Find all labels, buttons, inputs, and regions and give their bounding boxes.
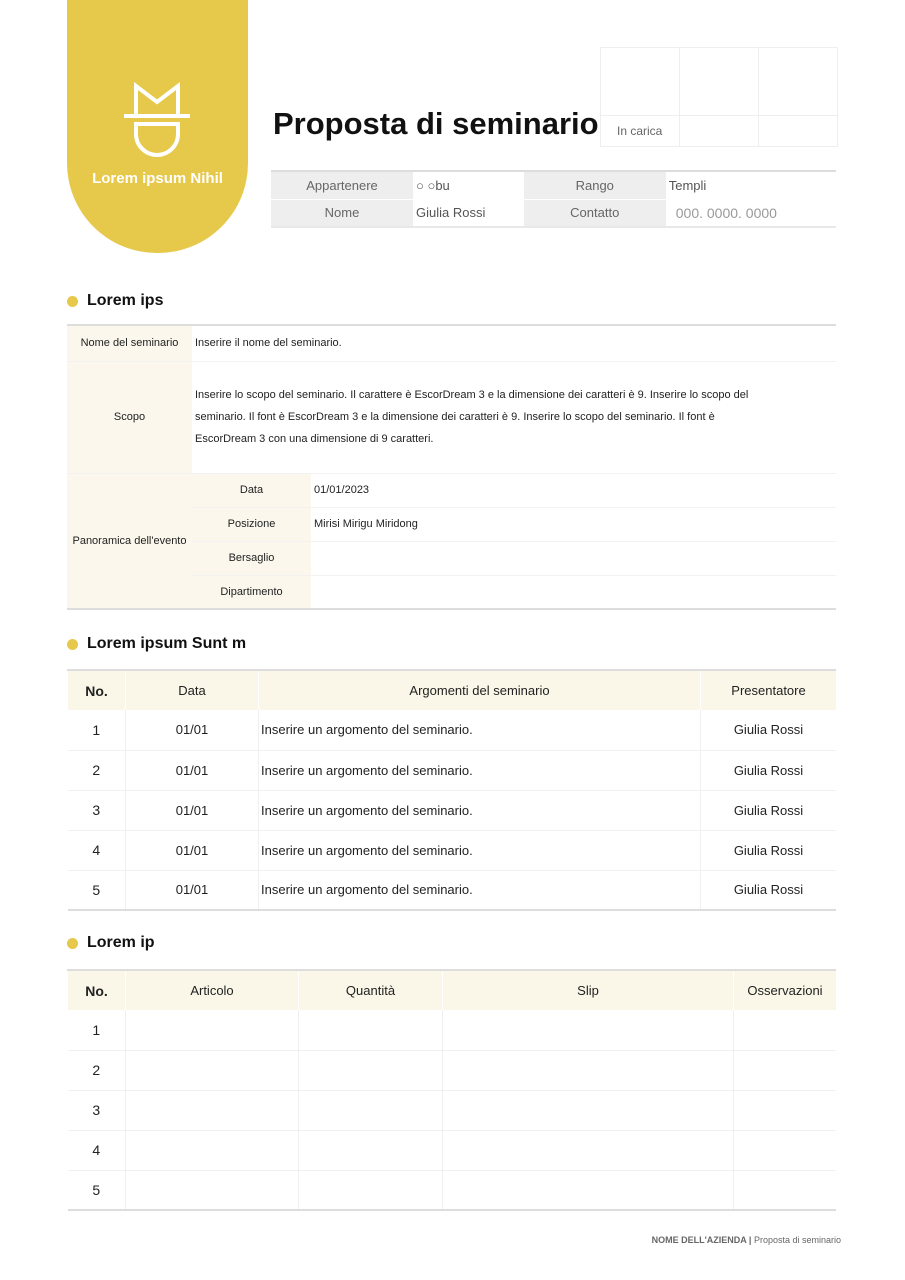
label-rank: Rango (524, 171, 666, 199)
row-slip[interactable] (443, 1050, 734, 1090)
row-notes[interactable] (734, 1130, 837, 1170)
logo-icon (122, 82, 192, 158)
row-number: 5 (68, 1170, 126, 1210)
table-row (68, 1090, 837, 1130)
table-row (68, 710, 837, 750)
bullet-icon (67, 296, 78, 307)
row-date[interactable]: 01/01 (126, 790, 259, 830)
table-row (68, 790, 837, 830)
date-value[interactable]: 01/01/2023 (311, 473, 836, 507)
row-quantity[interactable] (299, 1010, 443, 1050)
location-value[interactable]: Mirisi Mirigu Miridong (311, 507, 836, 541)
brand-banner (67, 0, 248, 253)
page-title: Proposta di seminario (273, 106, 599, 141)
row-number: 5 (68, 870, 126, 910)
table-row (68, 1130, 837, 1170)
section-heading-3: Lorem ip (67, 934, 155, 952)
row-presenter[interactable]: Giulia Rossi (701, 710, 837, 750)
row-quantity[interactable] (299, 1090, 443, 1130)
seminar-name-value[interactable]: Inserire il nome del seminario. (192, 325, 836, 361)
row-slip[interactable] (443, 1170, 734, 1210)
row-date[interactable]: 01/01 (126, 870, 259, 910)
row-number: 3 (68, 790, 126, 830)
row-topic[interactable]: Inserire un argomento del seminario. (259, 710, 701, 750)
row-article[interactable] (126, 1170, 299, 1210)
value-affiliation[interactable]: ○ ○bu (413, 171, 524, 199)
row-quantity[interactable] (299, 1050, 443, 1090)
row-number: 3 (68, 1090, 126, 1130)
row-number: 2 (68, 1050, 126, 1090)
row-quantity[interactable] (299, 1170, 443, 1210)
table-row (68, 1170, 837, 1210)
department-value[interactable] (311, 575, 836, 609)
table-row (68, 830, 837, 870)
value-contact[interactable]: 000. 0000. 0000 (666, 199, 836, 227)
approval-box (600, 47, 838, 147)
row-topic[interactable]: Inserire un argomento del seminario. (259, 750, 701, 790)
row-notes[interactable] (734, 1170, 837, 1210)
section-heading-1: Lorem ips (67, 292, 163, 310)
row-article[interactable] (126, 1010, 299, 1050)
label-contact: Contatto (524, 199, 666, 227)
value-name[interactable]: Giulia Rossi (413, 199, 524, 227)
row-presenter[interactable]: Giulia Rossi (701, 750, 837, 790)
topics-table: No. Data Argomenti del seminario Presentatore 1 01/01 Inserire un argomento del seminario. Giulia Rossi 2 01/01 Inserire un argomento del seminario. Giulia Rossi 3 01/01 Inserire un argomento del seminario. Giulia Rossi 4 01/01 Inserire un argomento del seminario. Giulia Rossi 5 01/01 Inserire un argomento del seminario. Giulia Rossi (67, 669, 836, 911)
row-number: 4 (68, 1130, 126, 1170)
value-rank[interactable]: Templi (666, 171, 836, 199)
row-quantity[interactable] (299, 1130, 443, 1170)
seminar-details-table: Nome del seminario Inserire il nome del seminario. Scopo Inserire lo scopo del seminario. Il carattere è EscorDream 3 e la dimensione dei caratteri è 9. Inserire lo scopo del seminario. Il font è EscorDream 3 e la dimensione dei caratteri è 9. Inserire lo scopo del seminario. Il font è EscorDream 3 con una dimensione di 9 caratteri. Panoramica dell'evento Data 01/01/2023 Posizione Mirisi Mirigu Miridong Bersaglio Dipartimento (67, 324, 836, 610)
row-article[interactable] (126, 1050, 299, 1090)
row-slip[interactable] (443, 1130, 734, 1170)
row-notes[interactable] (734, 1090, 837, 1130)
row-number: 2 (68, 750, 126, 790)
bullet-icon (67, 639, 78, 650)
row-date[interactable]: 01/01 (126, 830, 259, 870)
row-article[interactable] (126, 1090, 299, 1130)
brand-name: Lorem ipsum Nihil (92, 170, 223, 187)
table-row (68, 750, 837, 790)
info-table (271, 170, 836, 228)
row-date[interactable]: 01/01 (126, 750, 259, 790)
row-number: 1 (68, 1010, 126, 1050)
table-row (68, 1010, 837, 1050)
label-affiliation: Appartenere (271, 171, 413, 199)
row-number: 1 (68, 710, 126, 750)
row-slip[interactable] (443, 1090, 734, 1130)
row-notes[interactable] (734, 1010, 837, 1050)
row-presenter[interactable]: Giulia Rossi (701, 830, 837, 870)
section-heading-2: Lorem ipsum Sunt m (67, 635, 246, 653)
row-presenter[interactable]: Giulia Rossi (701, 870, 837, 910)
scope-value[interactable]: Inserire lo scopo del seminario. Il carattere è EscorDream 3 e la dimensione dei caratteri è 9. Inserire lo scopo del seminario. Il font è EscorDream 3 e la dimensione dei caratteri è 9. Inserire lo scopo del seminario. Il font è EscorDream 3 con una dimensione di 9 caratteri. (192, 361, 836, 473)
row-topic[interactable]: Inserire un argomento del seminario. (259, 870, 701, 910)
row-date[interactable]: 01/01 (126, 710, 259, 750)
row-notes[interactable] (734, 1050, 837, 1090)
row-number: 4 (68, 830, 126, 870)
label-name: Nome (271, 199, 413, 227)
row-article[interactable] (126, 1130, 299, 1170)
bullet-icon (67, 938, 78, 949)
table-row (68, 870, 837, 910)
items-table: No. Articolo Quantità Slip Osservazioni 1 2 3 4 5 (67, 969, 836, 1211)
table-row (68, 1050, 837, 1090)
footer: NOME DELL'AZIENDA | Proposta di seminario (651, 1235, 841, 1245)
row-topic[interactable]: Inserire un argomento del seminario. (259, 790, 701, 830)
row-slip[interactable] (443, 1010, 734, 1050)
row-presenter[interactable]: Giulia Rossi (701, 790, 837, 830)
approval-label: In carica (601, 116, 680, 147)
row-topic[interactable]: Inserire un argomento del seminario. (259, 830, 701, 870)
target-value[interactable] (311, 541, 836, 575)
